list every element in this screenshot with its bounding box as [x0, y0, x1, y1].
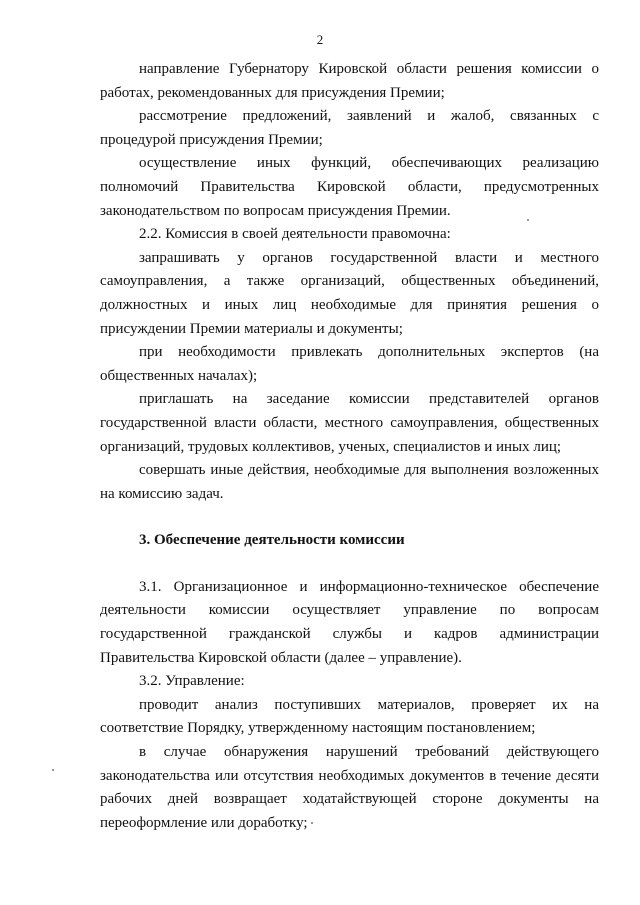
paragraph-clause-2-2: 2.2. Комиссия в своей деятельности правомочна:	[139, 226, 451, 243]
paragraph-other-actions: совершать иные действия, необходимые для выполнения возложенных на комиссию задач.	[100, 462, 599, 502]
scan-speck	[311, 822, 313, 824]
paragraph-request-materials: запрашивать у органов государственной власти и местного самоуправления, а также организаций, общественных объединений, должностных и иных лиц необходимые для принятия решения о присуждении Премии материалы и документы;	[100, 249, 599, 337]
paragraph-involve-experts: при необходимости привлекать дополнительных экспертов (на общественных началах);	[100, 344, 599, 384]
scan-speck	[527, 219, 529, 221]
paragraph-other-functions: осуществление иных функций, обеспечивающих реализацию полномочий Правительства Кировской области, предусмотренных законодательством по вопросам присуждения Премии.	[100, 155, 599, 219]
paragraph-commission-direction: направление Губернатору Кировской области решения комиссии о работах, рекомендованных для присуждения Премии;	[100, 61, 599, 101]
paragraph-clause-3-2: 3.2. Управление:	[139, 673, 245, 690]
scan-speck	[52, 769, 54, 771]
paragraph-return-documents: в случае обнаружения нарушений требований действующего законодательства или отсутствия необходимых документов в течение десяти рабочих дней возвращает ходатайствующей стороне документы на переоформление или доработку;	[100, 744, 599, 831]
section-heading: 3. Обеспечение деятельности комиссии	[139, 532, 405, 549]
document-body	[100, 58, 599, 835]
page-number: 2	[316, 32, 324, 47]
paragraph-clause-3-1: 3.1. Организационное и информационно-техническое обеспечение деятельности комиссии осуществляет управление по вопросам государственной гражданской службы и кадров администрации Правительства Кировской области (далее – управление).	[100, 578, 599, 666]
paragraph-invite-representatives: приглашать на заседание комиссии представителей органов государственной власти области, местного самоуправления, общественных организаций, трудовых коллективов, ученых, специалистов и иных лиц;	[100, 391, 599, 455]
paragraph-analysis: проводит анализ поступивших материалов, проверяет их на соответствие Порядку, утвержденному настоящим постановлением;	[100, 696, 599, 737]
paragraph-complaints-review: рассмотрение предложений, заявлений и жалоб, связанных с процедурой присуждения Премии;	[100, 108, 599, 148]
